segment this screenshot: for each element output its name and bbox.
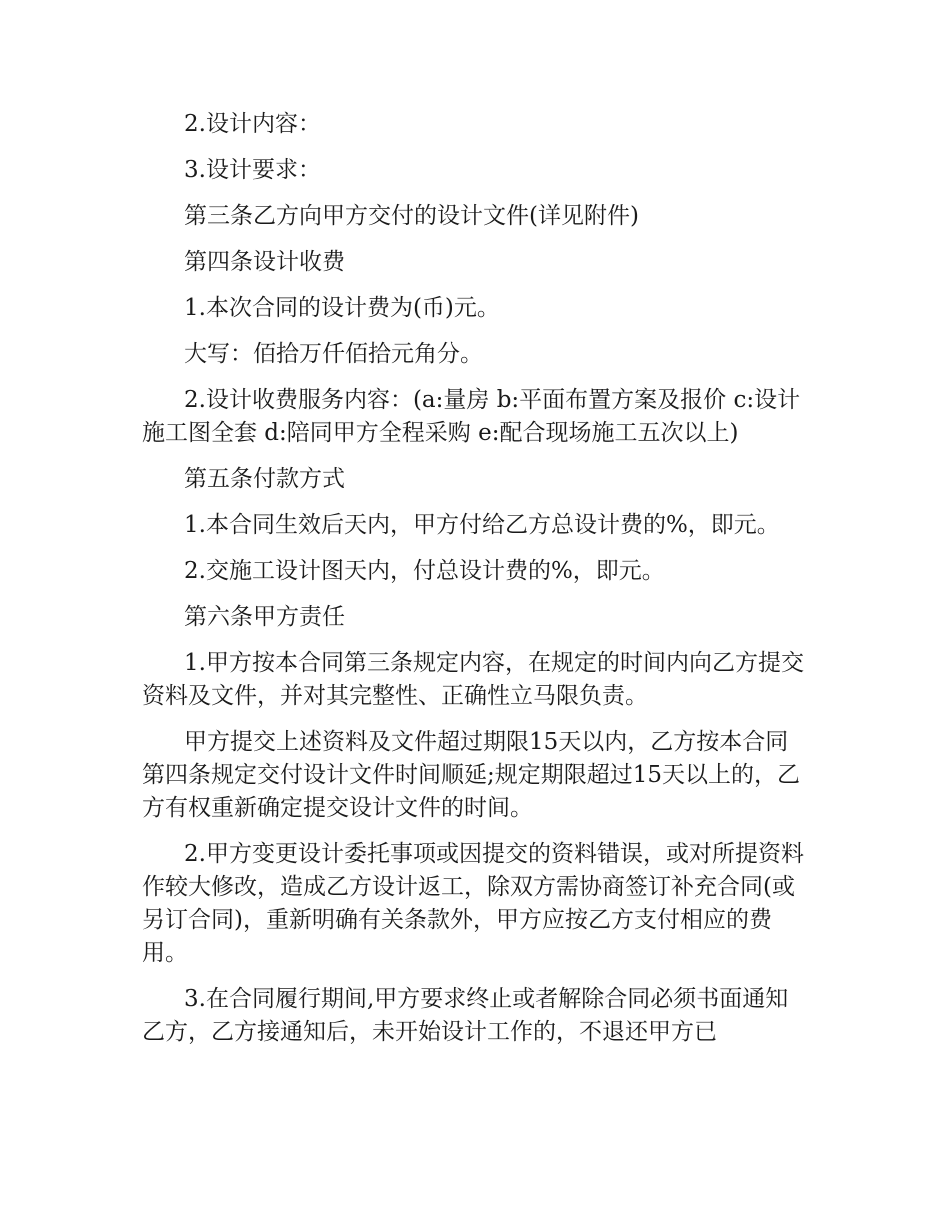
paragraph-amount-in-words: 大写：佰拾万仟佰拾元角分。 <box>184 341 483 367</box>
paragraph-party-a-delay: 甲方提交上述资料及文件超过期限15天以内，乙方按本合同第四条规定交付设计文件时间顺延;规定期限超过15天以上的，乙方有权重新确定提交设计文件的时间。 <box>142 729 801 821</box>
heading-article-3: 第三条乙方向甲方交付的设计文件(详见附件) <box>184 203 639 229</box>
heading-article-4: 第四条设计收费 <box>184 249 345 275</box>
paragraph-fee-services: 2.设计收费服务内容：(a:量房 b:平面布置方案及报价 c:设计施工图全套 d:陪同甲方全程采购 e:配合现场施工五次以上) <box>142 387 801 446</box>
paragraph-design-requirements: 3.设计要求： <box>184 157 321 183</box>
paragraph-payment-1: 1.本合同生效后天内，甲方付给乙方总设计费的%，即元。 <box>184 512 780 538</box>
paragraph-party-a-duty-3: 3.在合同履行期间,甲方要求终止或者解除合同必须书面通知乙方，乙方接通知后，未开始设计工作的，不退还甲方已 <box>142 986 789 1045</box>
heading-article-6: 第六条甲方责任 <box>184 604 345 630</box>
document-body <box>142 108 810 1062</box>
heading-article-5: 第五条付款方式 <box>184 466 345 492</box>
paragraph-design-fee: 1.本次合同的设计费为(币)元。 <box>184 295 500 321</box>
paragraph-party-a-duty-1: 1.甲方按本合同第三条规定内容，在规定的时间内向乙方提交资料及文件，并对其完整性、正确性立马限负责。 <box>142 650 804 709</box>
paragraph-design-content: 2.设计内容： <box>184 111 321 137</box>
paragraph-party-a-duty-2: 2.甲方变更设计委托事项或因提交的资料错误，或对所提资料作较大修改，造成乙方设计返工，除双方需协商签订补充合同(或另订合同)，重新明确有关条款外，甲方应按乙方支付相应的费用。 <box>142 841 804 966</box>
paragraph-payment-2: 2.交施工设计图天内，付总设计费的%，即元。 <box>184 558 665 584</box>
